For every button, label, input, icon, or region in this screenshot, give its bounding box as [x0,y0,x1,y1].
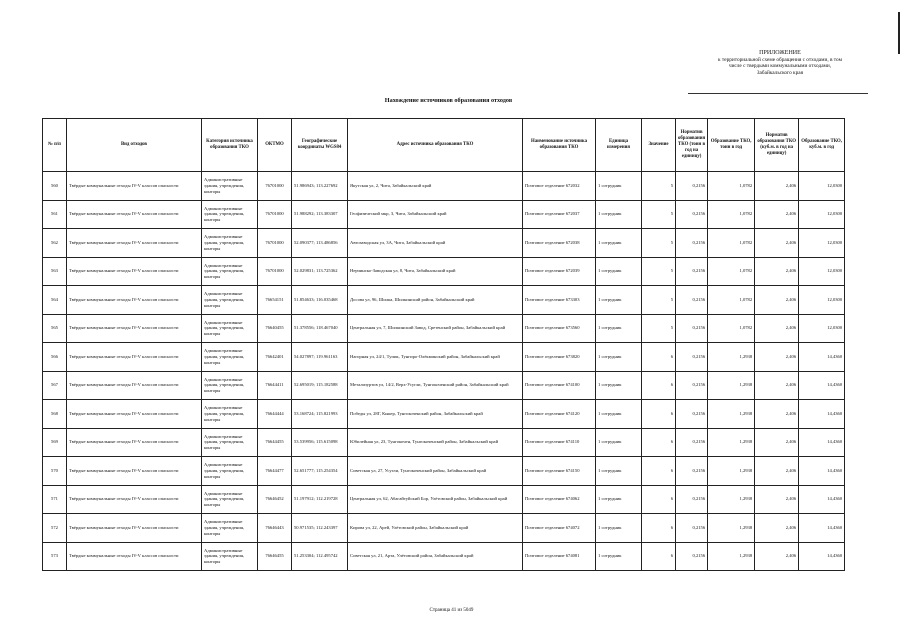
col-header-total-m: Образование ТКО, куб.м. в год [799,119,845,172]
cell-total-t: 1,2938 [708,542,755,571]
col-header-num: № п/п [43,119,67,172]
cell-category: Административные здания, учреждения, конторы [202,514,258,543]
cell-waste: Твёрдые коммунальные отходы IV-V классов опасности [67,229,202,258]
col-header-value: Значение [642,119,676,172]
cell-total-t: 1,2938 [708,400,755,429]
cell-address: Центральная ул, 62, Абагайтуйский Бор, Улётовский район, Забайкальский край [348,485,523,514]
cell-coords: 50.971535; 112.243397 [292,514,348,543]
cell-num: 567 [43,371,67,400]
table-row [43,257,845,286]
cell-norm-m: 2,406 [755,286,799,315]
cell-unit: 1 сотрудник [596,314,642,343]
col-header-waste: Вид отходов [67,119,202,172]
cell-source: Почтовое отделение 674072 [523,514,596,543]
cell-norm-t: 0,2156 [676,542,708,571]
edge-bar [898,12,900,54]
cell-norm-t: 0,2156 [676,514,708,543]
cell-coords: 51.854633; 116.035468 [292,286,348,315]
cell-total-m: 12,0300 [799,172,845,201]
cell-norm-t: 0,2156 [676,286,708,315]
col-header-category: Категория источника образования ТКО [202,119,258,172]
cell-value: 6 [642,371,676,400]
appendix-line-3: Забайкальского края [756,69,804,76]
cell-unit: 1 сотрудник [596,485,642,514]
col-header-total-t: Образование ТКО, тонн в год [708,119,755,172]
cell-total-m: 12,0300 [799,200,845,229]
cell-oktmo: 76701000 [258,229,292,258]
table-row [43,314,845,343]
cell-address: Якутская ул, 2, Чита, Забайкальский край [348,172,523,201]
cell-num: 571 [43,485,67,514]
cell-total-t: 1,2938 [708,514,755,543]
cell-waste: Твёрдые коммунальные отходы IV-V классов опасности [67,371,202,400]
cell-oktmo: 76644444 [258,400,292,429]
cell-source: Почтовое отделение 673303 [523,286,596,315]
cell-total-t: 1,0782 [708,229,755,258]
cell-source: Почтовое отделение 672039 [523,257,596,286]
cell-norm-t: 0,2156 [676,400,708,429]
cell-waste: Твёрдые коммунальные отходы IV-V классов опасности [67,343,202,372]
cell-oktmo: 76701000 [258,172,292,201]
cell-total-t: 1,2938 [708,428,755,457]
cell-oktmo: 76646443 [258,514,292,543]
cell-total-t: 1,0782 [708,286,755,315]
cell-address: Центральная ул, 7, Шилкинский Завод, Сретенский район, Забайкальский край [348,314,523,343]
page-number: Страница 41 из 5049 [429,608,474,613]
cell-num: 565 [43,314,67,343]
cell-coords: 51.986943; 113.227692 [292,172,348,201]
cell-address: Автозаводская ул, 3А, Чита, Забайкальский край [348,229,523,258]
cell-norm-t: 0,2156 [676,485,708,514]
cell-num: 573 [43,542,67,571]
cell-oktmo: 76644477 [258,457,292,486]
cell-waste: Твёрдые коммунальные отходы IV-V классов опасности [67,542,202,571]
cell-norm-t: 0,2156 [676,257,708,286]
cell-num: 564 [43,286,67,315]
cell-coords: 52.029831; 113.725362 [292,257,348,286]
cell-unit: 1 сотрудник [596,542,642,571]
cell-unit: 1 сотрудник [596,200,642,229]
cell-norm-m: 2,406 [755,428,799,457]
cell-norm-t: 0,2156 [676,172,708,201]
cell-coords: 51.988292; 113.383307 [292,200,348,229]
table-row [43,514,845,543]
cell-category: Административные здания, учреждения, конторы [202,200,258,229]
cell-address: Советская ул, 27, Усугли, Тунгокоченский район, Забайкальский край [348,457,523,486]
table-header-row [43,119,845,172]
cell-unit: 1 сотрудник [596,257,642,286]
cell-address: Нагорная ул, 24/1, Тупик, Тунгиро-Олёкминский район, Забайкальский край [348,343,523,372]
cell-waste: Твёрдые коммунальные отходы IV-V классов опасности [67,257,202,286]
cell-waste: Твёрдые коммунальные отходы IV-V классов опасности [67,514,202,543]
cell-waste: Твёрдые коммунальные отходы IV-V классов опасности [67,172,202,201]
cell-unit: 1 сотрудник [596,400,642,429]
cell-norm-m: 2,406 [755,257,799,286]
cell-num: 560 [43,172,67,201]
cell-total-m: 14,4360 [799,457,845,486]
cell-total-t: 1,0782 [708,314,755,343]
cell-source: Почтовое отделение 674081 [523,542,596,571]
cell-value: 5 [642,257,676,286]
cell-oktmo: 76701000 [258,200,292,229]
cell-norm-t: 0,2156 [676,343,708,372]
cell-oktmo: 76640455 [258,314,292,343]
cell-source: Почтовое отделение 674120 [523,400,596,429]
cell-num: 563 [43,257,67,286]
cell-value: 5 [642,200,676,229]
cell-num: 570 [43,457,67,486]
cell-waste: Твёрдые коммунальные отходы IV-V классов опасности [67,485,202,514]
cell-unit: 1 сотрудник [596,514,642,543]
table-row [43,172,845,201]
appendix-line-2: числе с твердыми коммунальными отходами, [728,63,832,70]
cell-value: 5 [642,229,676,258]
cell-norm-m: 2,406 [755,514,799,543]
cell-value: 5 [642,286,676,315]
cell-category: Административные здания, учреждения, конторы [202,371,258,400]
cell-category: Административные здания, учреждения, конторы [202,457,258,486]
cell-total-m: 12,0300 [799,314,845,343]
cell-total-m: 14,4360 [799,485,845,514]
cell-total-m: 12,0300 [799,286,845,315]
cell-total-t: 1,2938 [708,371,755,400]
cell-norm-m: 2,406 [755,485,799,514]
cell-address: Победы ул, 28Г, Кыкер, Тунгокоченский район, Забайкальский край [348,400,523,429]
cell-unit: 1 сотрудник [596,286,642,315]
cell-waste: Твёрдые коммунальные отходы IV-V классов опасности [67,428,202,457]
cell-total-t: 1,0782 [708,172,755,201]
cell-norm-m: 2,406 [755,542,799,571]
cell-waste: Твёрдые коммунальные отходы IV-V классов опасности [67,314,202,343]
cell-address: Советская ул, 21, Арта, Улётовский район, Забайкальский край [348,542,523,571]
cell-norm-m: 2,406 [755,371,799,400]
sources-table [42,118,845,571]
cell-category: Административные здания, учреждения, конторы [202,229,258,258]
cell-address: Юбилейная ул, 23, Тунгокочен, Тунгокоченский район, Забайкальский край [348,428,523,457]
appendix-underline [688,93,868,94]
cell-coords: 51.197912; 112.219728 [292,485,348,514]
cell-address: Кирова ул, 22, Арей, Улётовский район, Забайкальский край [348,514,523,543]
cell-norm-t: 0,2156 [676,314,708,343]
cell-total-m: 14,4360 [799,371,845,400]
cell-norm-t: 0,2156 [676,229,708,258]
appendix-line-1: к территориальной схеме обращения с отходами, в том [718,56,842,63]
cell-address: Метализуртов ул, 14/2, Верх-Усугли, Тунгокоченский район, Забайкальский край [348,371,523,400]
cell-category: Административные здания, учреждения, конторы [202,485,258,514]
cell-value: 5 [642,172,676,201]
cell-total-t: 1,0782 [708,200,755,229]
cell-source: Почтовое отделение 672037 [523,200,596,229]
cell-address: Нерчинско-Заводская ул, 8, Чита, Забайкальский край [348,257,523,286]
cell-unit: 1 сотрудник [596,428,642,457]
cell-oktmo: 76644455 [258,428,292,457]
table-row [43,200,845,229]
cell-coords: 53.539956; 115.615098 [292,428,348,457]
cell-oktmo: 76654151 [258,286,292,315]
cell-total-m: 14,4360 [799,400,845,429]
table-row [43,485,845,514]
cell-oktmo: 76646455 [258,542,292,571]
cell-oktmo: 76701000 [258,257,292,286]
cell-coords: 51.253304; 112.495742 [292,542,348,571]
cell-total-t: 1,2938 [708,485,755,514]
table-row [43,457,845,486]
cell-unit: 1 сотрудник [596,457,642,486]
cell-norm-t: 0,2156 [676,371,708,400]
cell-num: 561 [43,200,67,229]
cell-norm-m: 2,406 [755,200,799,229]
cell-value: 5 [642,314,676,343]
cell-category: Административные здания, учреждения, конторы [202,428,258,457]
cell-total-m: 14,4360 [799,542,845,571]
cell-source: Почтовое отделение 672032 [523,172,596,201]
cell-value: 6 [642,428,676,457]
cell-source: Почтовое отделение 674150 [523,457,596,486]
cell-norm-m: 2,406 [755,172,799,201]
cell-category: Административные здания, учреждения, конторы [202,257,258,286]
table-row [43,371,845,400]
cell-total-m: 12,0300 [799,229,845,258]
cell-source: Почтовое отделение 673820 [523,343,596,372]
cell-norm-m: 2,406 [755,457,799,486]
cell-coords: 52.695019; 115.182588 [292,371,348,400]
col-header-oktmo: ОКТМО [258,119,292,172]
cell-unit: 1 сотрудник [596,229,642,258]
cell-value: 6 [642,542,676,571]
cell-value: 6 [642,485,676,514]
cell-source: Почтовое отделение 674062 [523,485,596,514]
cell-waste: Твёрдые коммунальные отходы IV-V классов опасности [67,457,202,486]
cell-coords: 53.168724; 115.821993 [292,400,348,429]
col-header-source: Наименование источника образования ТКО [523,119,596,172]
cell-waste: Твёрдые коммунальные отходы IV-V классов опасности [67,200,202,229]
cell-waste: Твёрдые коммунальные отходы IV-V классов опасности [67,286,202,315]
cell-num: 572 [43,514,67,543]
cell-total-m: 14,4360 [799,514,845,543]
cell-num: 562 [43,229,67,258]
cell-category: Административные здания, учреждения, конторы [202,314,258,343]
col-header-norm-m: Норматив образования ТКО (куб.м. в год на единицу) [755,119,799,172]
cell-value: 6 [642,343,676,372]
table-row [43,343,845,372]
cell-coords: 52.651777; 115.254354 [292,457,348,486]
table-row [43,229,845,258]
col-header-unit: Единица измерения [596,119,642,172]
cell-norm-t: 0,2156 [676,457,708,486]
cell-num: 566 [43,343,67,372]
cell-unit: 1 сотрудник [596,371,642,400]
cell-category: Административные здания, учреждения, конторы [202,286,258,315]
cell-category: Административные здания, учреждения, конторы [202,400,258,429]
cell-total-m: 12,0300 [799,257,845,286]
cell-source: Почтовое отделение 674110 [523,428,596,457]
appendix-heading: ПРИЛОЖЕНИЕ [759,50,801,56]
cell-address: Досова ул, 96, Шилка, Шилкинский район, Забайкальский край [348,286,523,315]
cell-norm-t: 0,2156 [676,428,708,457]
col-header-coords: Географические координаты WGS84 [292,119,348,172]
cell-category: Административные здания, учреждения, конторы [202,343,258,372]
page-footer [0,608,905,613]
cell-value: 6 [642,400,676,429]
cell-value: 6 [642,514,676,543]
cell-total-t: 1,2938 [708,457,755,486]
cell-total-t: 1,2938 [708,343,755,372]
cell-norm-m: 2,406 [755,229,799,258]
table-row [43,400,845,429]
cell-category: Административные здания, учреждения, конторы [202,172,258,201]
col-header-norm-t: Норматив образования ТКО (тонн в год на единицу) [676,119,708,172]
cell-total-m: 14,4360 [799,343,845,372]
cell-unit: 1 сотрудник [596,172,642,201]
cell-num: 568 [43,400,67,429]
cell-norm-t: 0,2156 [676,200,708,229]
cell-value: 6 [642,457,676,486]
cell-total-m: 14,4360 [799,428,845,457]
cell-coords: 52.090377; 113.486856 [292,229,348,258]
cell-coords: 54.027897; 119.961163 [292,343,348,372]
cell-category: Административные здания, учреждения, конторы [202,542,258,571]
table-row [43,542,845,571]
cell-oktmo: 76644411 [258,371,292,400]
cell-coords: 51.378556; 118.467040 [292,314,348,343]
document-title [0,97,905,104]
cell-norm-m: 2,406 [755,314,799,343]
cell-source: Почтовое отделение 673560 [523,314,596,343]
cell-total-t: 1,0782 [708,257,755,286]
cell-waste: Твёрдые коммунальные отходы IV-V классов опасности [67,400,202,429]
cell-num: 569 [43,428,67,457]
cell-source: Почтовое отделение 672038 [523,229,596,258]
appendix-block [690,50,870,76]
table-row [43,428,845,457]
cell-address: Геофизический мкр, 3, Чита, Забайкальский край [348,200,523,229]
cell-oktmo: 76642401 [258,343,292,372]
cell-unit: 1 сотрудник [596,343,642,372]
table-row [43,286,845,315]
col-header-address: Адрес источника образования ТКО [348,119,523,172]
cell-norm-m: 2,406 [755,343,799,372]
document-title-text: Нахождение источников образования отходов [384,97,513,104]
cell-norm-m: 2,406 [755,400,799,429]
cell-source: Почтовое отделение 674100 [523,371,596,400]
cell-oktmo: 76646452 [258,485,292,514]
